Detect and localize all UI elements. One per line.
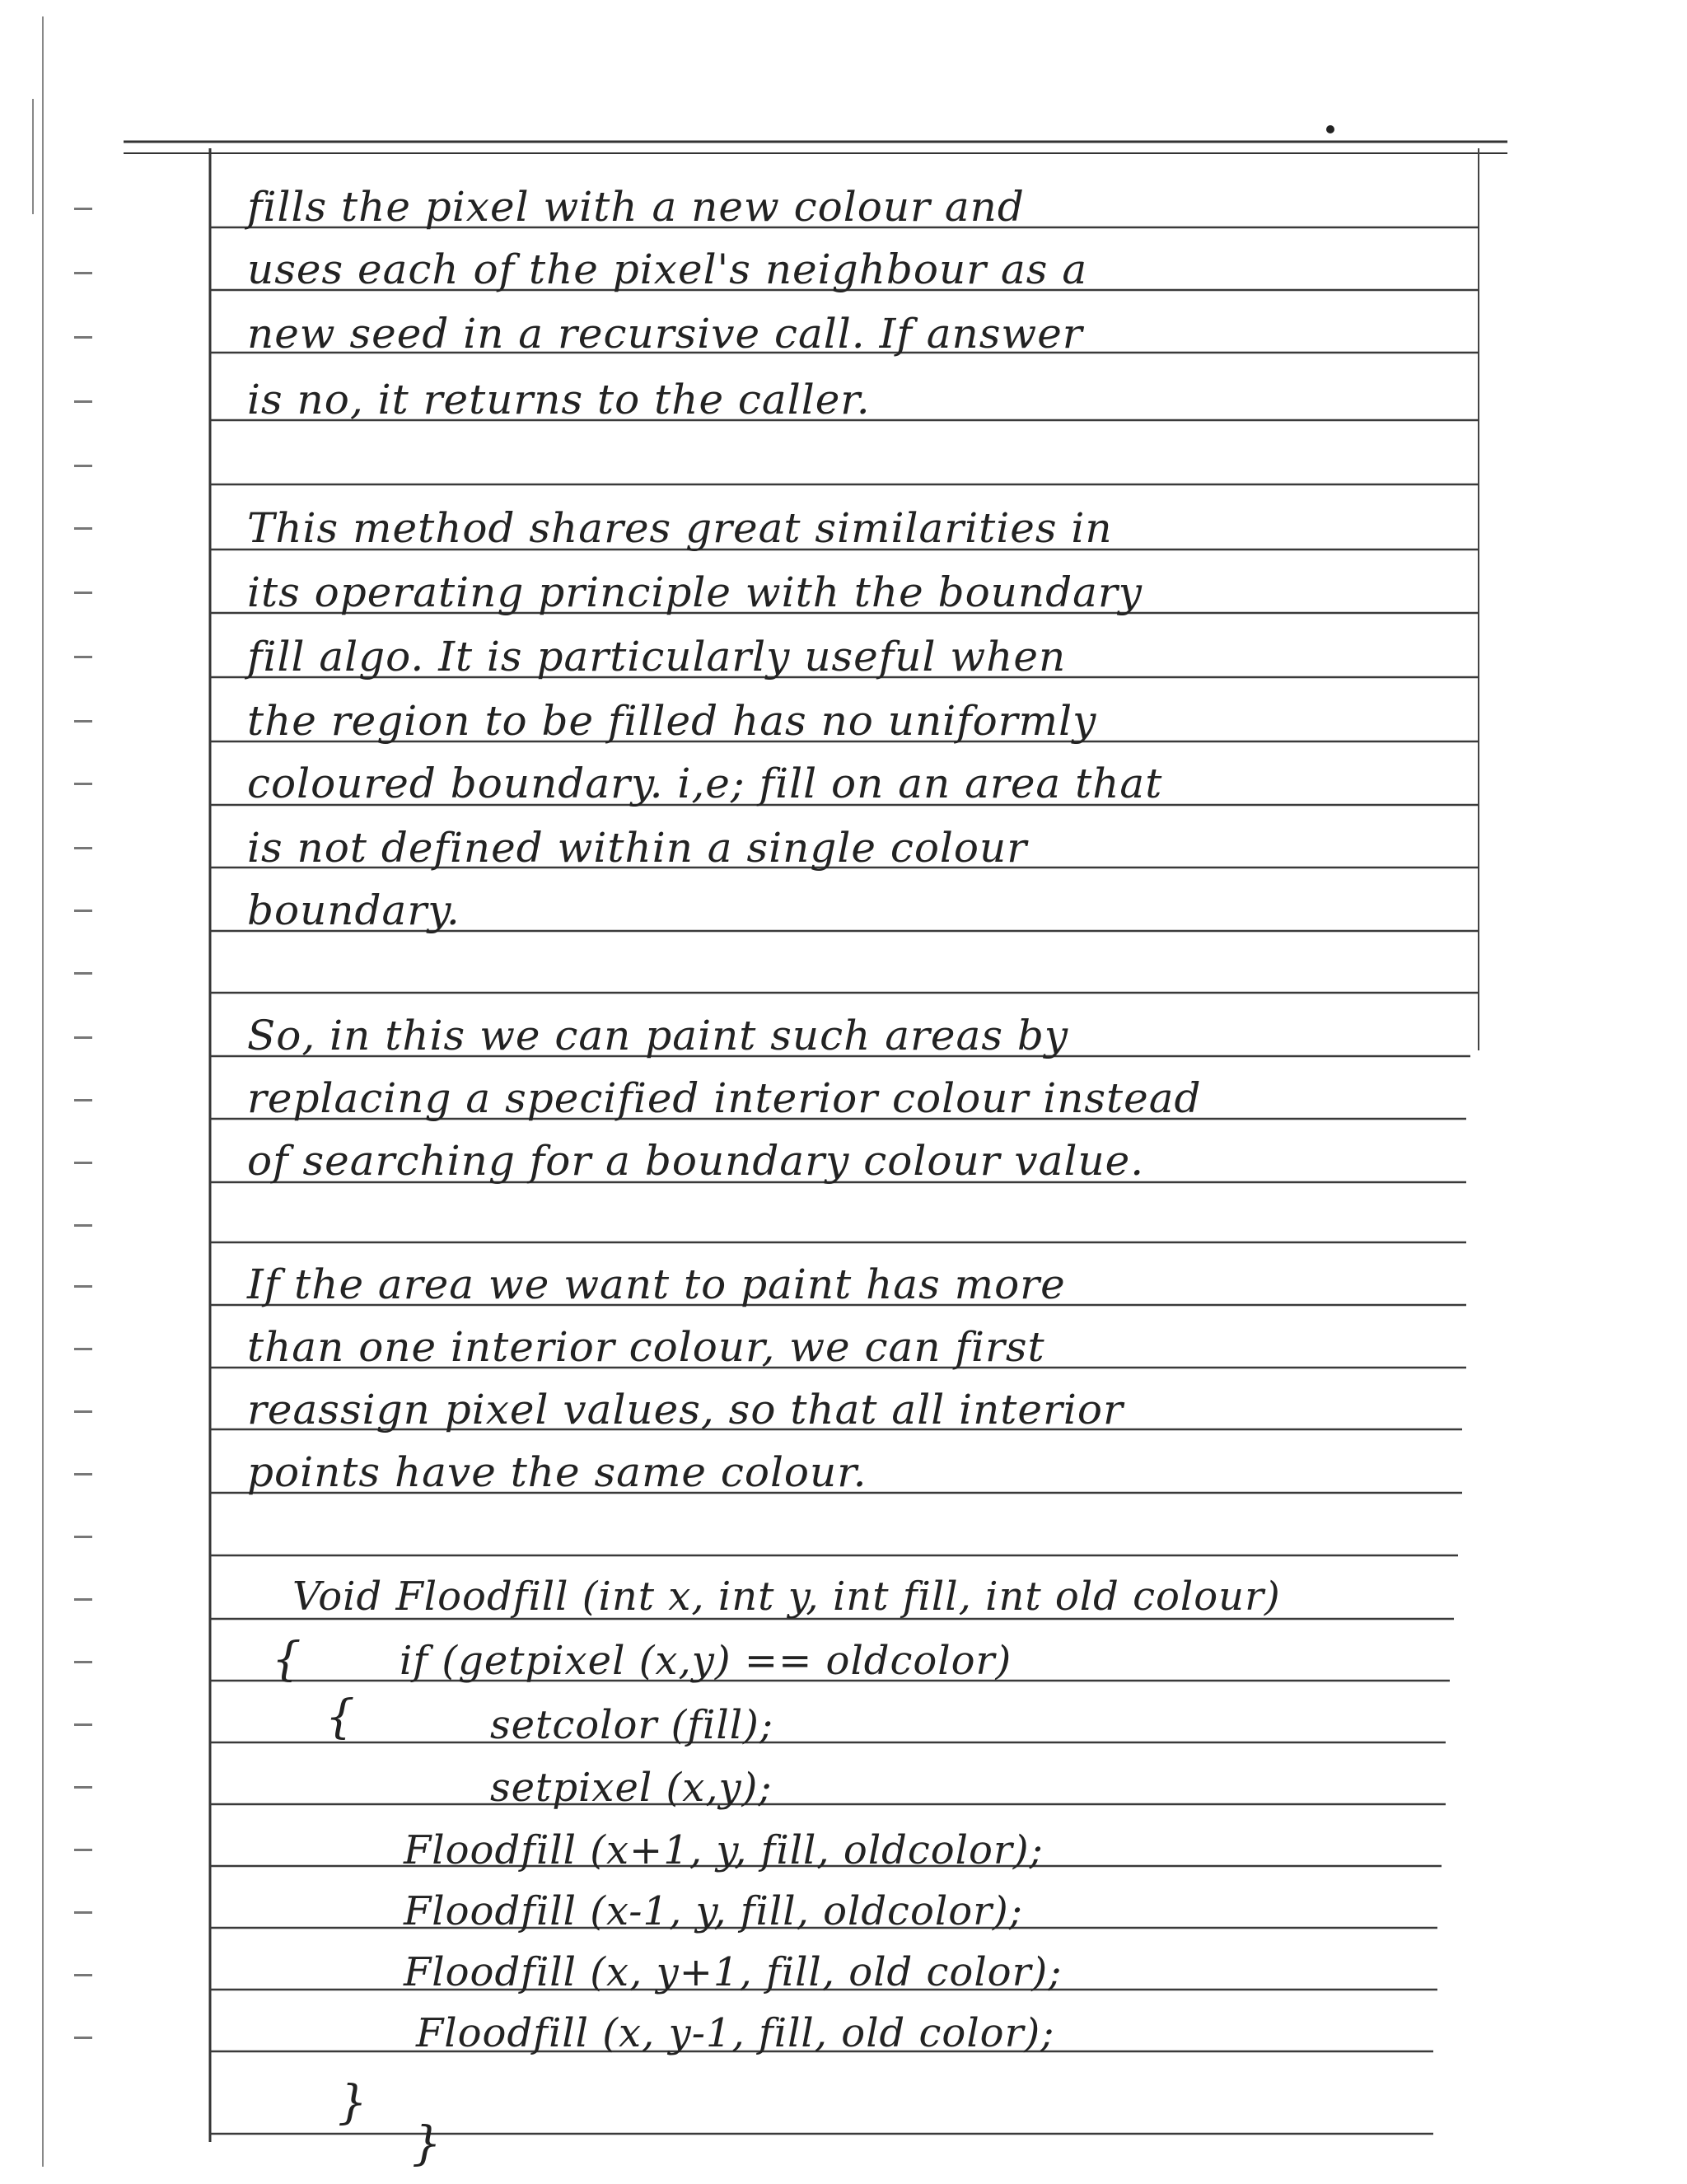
- margin-tick: [74, 1598, 92, 1601]
- margin-tick: [74, 1473, 92, 1475]
- margin-tick: [74, 208, 92, 210]
- margin-tick: [74, 720, 92, 723]
- text-line: is no, it returns to the caller.: [247, 376, 871, 423]
- code-line: setpixel (x,y);: [490, 1765, 773, 1811]
- text-line: replacing a specified interior colour instead: [247, 1074, 1202, 1122]
- text-line: reassign pixel values, so that all interior: [247, 1386, 1124, 1433]
- open-brace: {: [325, 1691, 355, 1744]
- code-line: Floodfill (x+1, y, fill, oldcolor);: [404, 1827, 1044, 1873]
- ink-dot: [1326, 125, 1334, 133]
- code-condition: if (getpixel (x,y) == oldcolor): [400, 1638, 1012, 1684]
- margin-tick: [74, 1911, 92, 1914]
- margin-tick: [74, 1974, 92, 1976]
- margin-tick: [74, 972, 92, 975]
- margin-tick: [74, 1162, 92, 1164]
- margin-tick: [74, 592, 92, 594]
- margin-tick: [74, 2037, 92, 2039]
- margin-tick: [74, 465, 92, 467]
- text-line: boundary.: [247, 886, 460, 934]
- margin-tick: [74, 1786, 92, 1789]
- text-line: is not defined within a single colour: [247, 824, 1028, 872]
- text-line: coloured boundary. i,e; fill on an area that: [247, 760, 1163, 807]
- text-line: uses each of the pixel's neighbour as a: [247, 246, 1088, 293]
- code-signature: Void Floodfill (int x, int y, int fill, int old colour): [292, 1574, 1281, 1620]
- text-line: its operating principle with the boundary: [247, 568, 1143, 616]
- text-line: This method shares great similarities in: [247, 504, 1113, 552]
- text-line: than one interior colour, we can first: [247, 1323, 1045, 1371]
- text-line: fills the pixel with a new colour and: [247, 183, 1025, 231]
- margin-tick: [74, 1285, 92, 1288]
- margin-tick: [74, 1348, 92, 1350]
- text-line: new seed in a recursive call. If answer: [247, 310, 1083, 358]
- margin-tick: [74, 1099, 92, 1101]
- text-line: So, in this we can paint such areas by: [247, 1012, 1069, 1059]
- margin-tick: [74, 1536, 92, 1538]
- code-line: setcolor (fill);: [490, 1702, 774, 1748]
- code-line: Floodfill (x, y-1, fill, old color);: [416, 2010, 1055, 2056]
- code-line: Floodfill (x-1, y, fill, oldcolor);: [404, 1888, 1023, 1934]
- margin-tick: [74, 272, 92, 274]
- code-line: Floodfill (x, y+1, fill, old color);: [404, 1949, 1063, 1995]
- margin-tick: [74, 783, 92, 785]
- text-line: points have the same colour.: [247, 1448, 867, 1496]
- close-brace: }: [338, 2076, 367, 2130]
- margin-tick: [74, 1723, 92, 1726]
- margin-tick: [74, 1036, 92, 1039]
- text-line: fill algo. It is particularly useful when: [247, 633, 1067, 680]
- margin-tick: [74, 336, 92, 339]
- open-brace: {: [272, 1633, 301, 1686]
- margin-tick: [74, 847, 92, 849]
- text-line: If the area we want to paint has more: [247, 1260, 1066, 1308]
- close-brace: }: [412, 2117, 442, 2171]
- margin-tick: [74, 1410, 92, 1413]
- margin-tick: [74, 527, 92, 530]
- margin-tick: [74, 400, 92, 403]
- margin-tick: [74, 1224, 92, 1227]
- margin-tick: [74, 1849, 92, 1851]
- margin-tick: [74, 656, 92, 658]
- margin-tick: [74, 910, 92, 912]
- text-line: the region to be filled has no uniformly: [247, 697, 1097, 745]
- text-line: of searching for a boundary colour value.: [247, 1137, 1145, 1185]
- margin-tick: [74, 1661, 92, 1663]
